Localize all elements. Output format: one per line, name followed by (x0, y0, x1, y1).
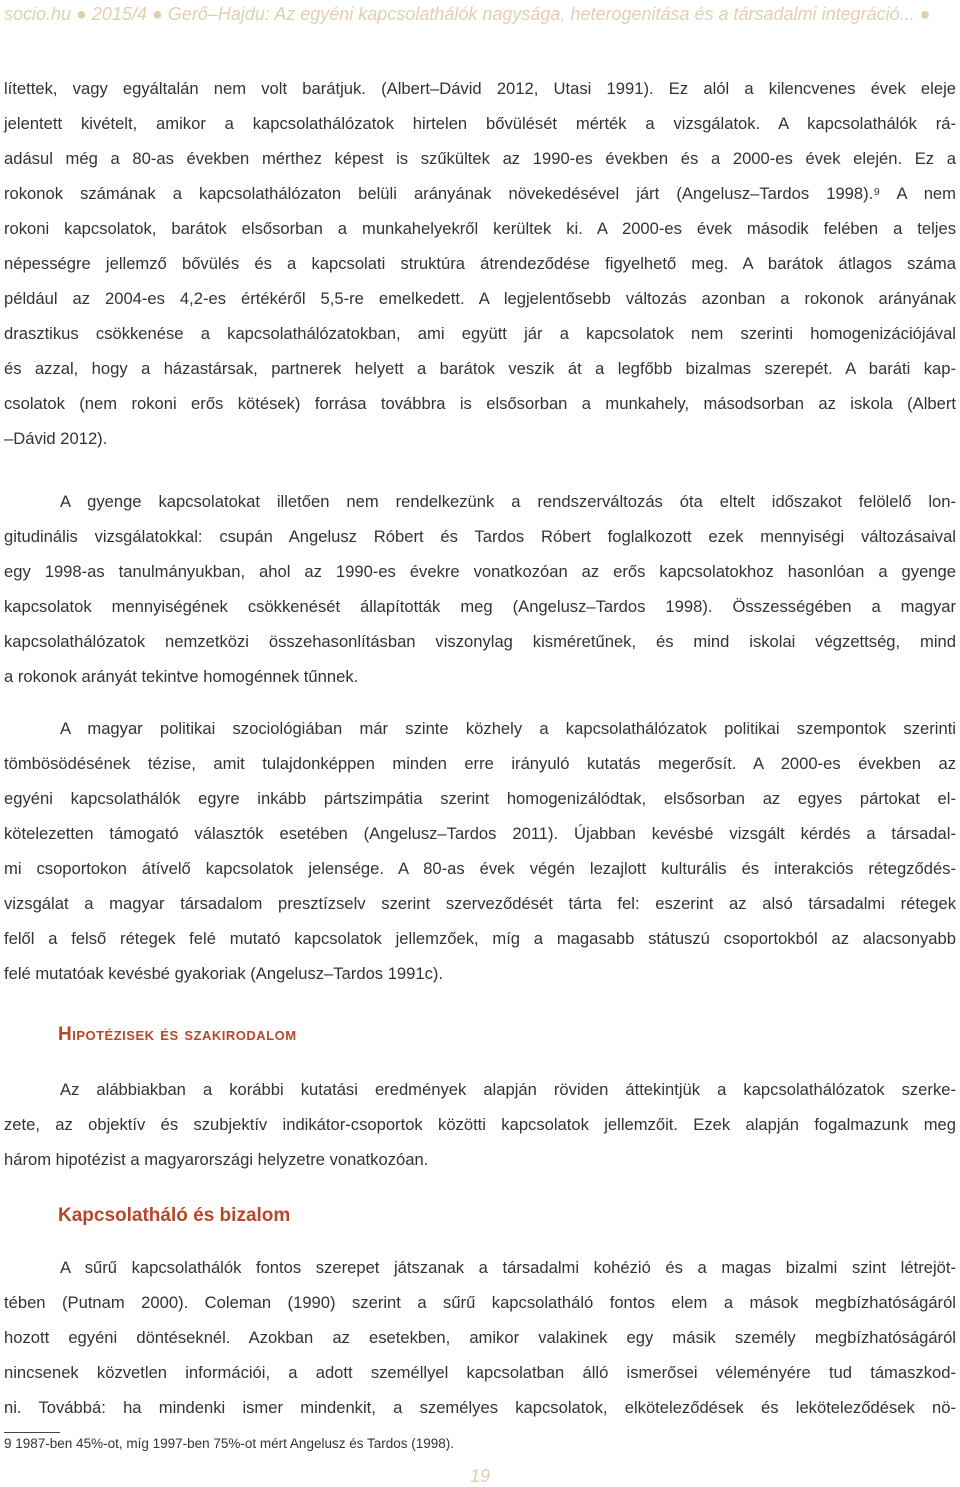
text-line-last: felé mutatóak kevésbé gyakoriak (Angelusz–Tardos 1991c). (4, 964, 444, 983)
text-line: vizsgálat a magyar társadalom presztízselv szerint szerveződését tárta fel: eszerint az alsó társadalmi rétegek (4, 894, 956, 913)
text-line: adásul még a 80-as években mérthez képest is szűkültek az 1990-es években és a 2000-es évek elején. Ez a (4, 149, 956, 168)
paragraph-2 (4, 484, 956, 694)
text-line: csolatok (nem rokoni erős kötések) forrása továbbra is elsősorban a munkahely, másodsorban az iskola (Albert (4, 394, 956, 413)
paragraph-3 (4, 711, 956, 991)
paragraph-1 (4, 71, 956, 456)
running-header (4, 4, 956, 32)
text-line: rokoni kapcsolatok, barátok elsősorban a munkahelyekről kerültek ki. A 2000-es évek második felében a teljes (4, 219, 956, 238)
text-line: A sűrű kapcsolathálók fontos szerepet játszanak a társadalmi kohézió és a magas bizalmi szint létrejöt- (60, 1258, 956, 1277)
running-header-text: socio.hu ● 2015/4 ● Gerő–Hajdu: Az egyéni kapcsolathálók nagysága, heterogenitása és a társadalmi integráció... ● (4, 4, 931, 24)
text-line: hozott egyéni döntéseknél. Azokban az esetekben, amikor valakinek egy másik személy megbízhatóságáról (4, 1328, 956, 1347)
text-line: kötelezetten támogató választók esetében (Angelusz–Tardos 2011). Újabban kevésbé vizsgált kérdés a társadal- (4, 824, 956, 843)
paragraph-5 (4, 1250, 956, 1425)
text-line: például az 2004-es 4,2-es értékéről 5,5-re emelkedett. A legjelentősebb változás azonban a rokonok arányának (4, 289, 956, 308)
footnote-rule (4, 1432, 60, 1433)
text-line: és azzal, hogy a házastársak, partnerek helyett a barátok veszik át a legfőbb bizalmas szerepét. A baráti kap- (4, 359, 956, 378)
text-line: jelentett kivételt, amikor a kapcsolathálózatok hirtelen bővülését mérték a vizsgálatok. A kapcsolathálók rá- (4, 114, 956, 133)
text-line: ni. Továbbá: ha mindenki ismer mindenkit, a személyes kapcsolatok, elköteleződések és leköteleződések nö- (4, 1398, 956, 1417)
text-line: nincsenek közvetlen információi, a adott személlyel kapcsolatban álló ismerősei véleményére tud támaszkod- (4, 1363, 956, 1382)
paragraph-4 (4, 1072, 956, 1177)
text-line: egy 1998-as tanulmányukban, ahol az 1990-es évekre vonatkozóan az erős kapcsolatokhoz hasonlóan a gyenge (4, 562, 956, 581)
text-line: kapcsolatok mennyiségének csökkenését állapították meg (Angelusz–Tardos 1998). Összességében a magyar (4, 597, 956, 616)
text-line-last: három hipotézist a magyarországi helyzetre vonatkozóan. (4, 1150, 429, 1169)
text-line: lítettek, vagy egyáltalán nem volt barátjuk. (Albert–Dávid 2012, Utasi 1991). Ez alól a kilencvenes évek eleje (4, 79, 956, 98)
text-line: felől a felső rétegek felé mutató kapcsolatok jellemzőek, míg a magasabb státuszú csoportokból az alacsonyabb (4, 929, 956, 948)
footnote: 9 1987-ben 45%-ot, míg 1997-ben 75%-ot mért Angelusz és Tardos (1998). (4, 1436, 455, 1451)
text-line-last: –Dávid 2012). (4, 429, 108, 448)
text-line: népességre jellemző bővülés és a kapcsolati struktúra átrendeződése figyelhető meg. A barátok átlagos száma (4, 254, 956, 273)
page-number: 19 (469, 1466, 491, 1486)
text-line: rokonok számának a kapcsolathálózaton belüli arányának növekedésével járt (Angelusz–Tardos 1998).⁹ A nem (4, 184, 956, 203)
text-line: mi csoportokon átívelő kapcsolatok jelensége. A 80-as évek végén lezajlott kulturális és interakciós rétegződés- (4, 859, 956, 878)
text-line: A magyar politikai szociológiában már szinte közhely a kapcsolathálózatok politikai szempontok szerinti (60, 719, 956, 738)
text-line: kapcsolathálózatok nemzetközi összehasonlításban viszonylag kisméretűnek, és mind iskolai végzettség, mind (4, 632, 956, 651)
text-line: gitudinális vizsgálatokkal: csupán Angelusz Róbert és Tardos Róbert foglalkozott ezek mennyiségi változásaival (4, 527, 956, 546)
section-heading: Hipotézisek és szakirodalom (58, 1024, 297, 1045)
text-line: tömbösödésének tézise, amit tulajdonképpen minden erre irányuló kutatás megerősít. A 2000-es években az (4, 754, 956, 773)
subsection-heading: Kapcsolatháló és bizalom (58, 1205, 291, 1226)
text-line-last: a rokonok arányát tekintve homogénnek tűnnek. (4, 667, 359, 686)
text-line: Az alábbiakban a korábbi kutatási eredmények alapján röviden áttekintjük a kapcsolathálózatok szerke- (60, 1080, 956, 1099)
text-line: zete, az objektív és szubjektív indikátor-csoportok közötti kapcsolatok jellemzőit. Ezek alapján fogalmazunk meg (4, 1115, 956, 1134)
text-line: A gyenge kapcsolatokat illetően nem rendelkezünk a rendszerváltozás óta eltelt időszakot felölelő lon- (60, 492, 956, 511)
text-line: egyéni kapcsolathálók egyre inkább pártszimpátia szerint homogenizálódtak, elsősorban az egyes pártokat el- (4, 789, 956, 808)
text-line: drasztikus csökkenése a kapcsolathálózatokban, ami együtt jár a kapcsolatok nem szerinti homogenizációjával (4, 324, 956, 343)
text-line: tében (Putnam 2000). Coleman (1990) szerint a sűrű kapcsolatháló fontos elem a mások megbízhatóságáról (4, 1293, 956, 1312)
